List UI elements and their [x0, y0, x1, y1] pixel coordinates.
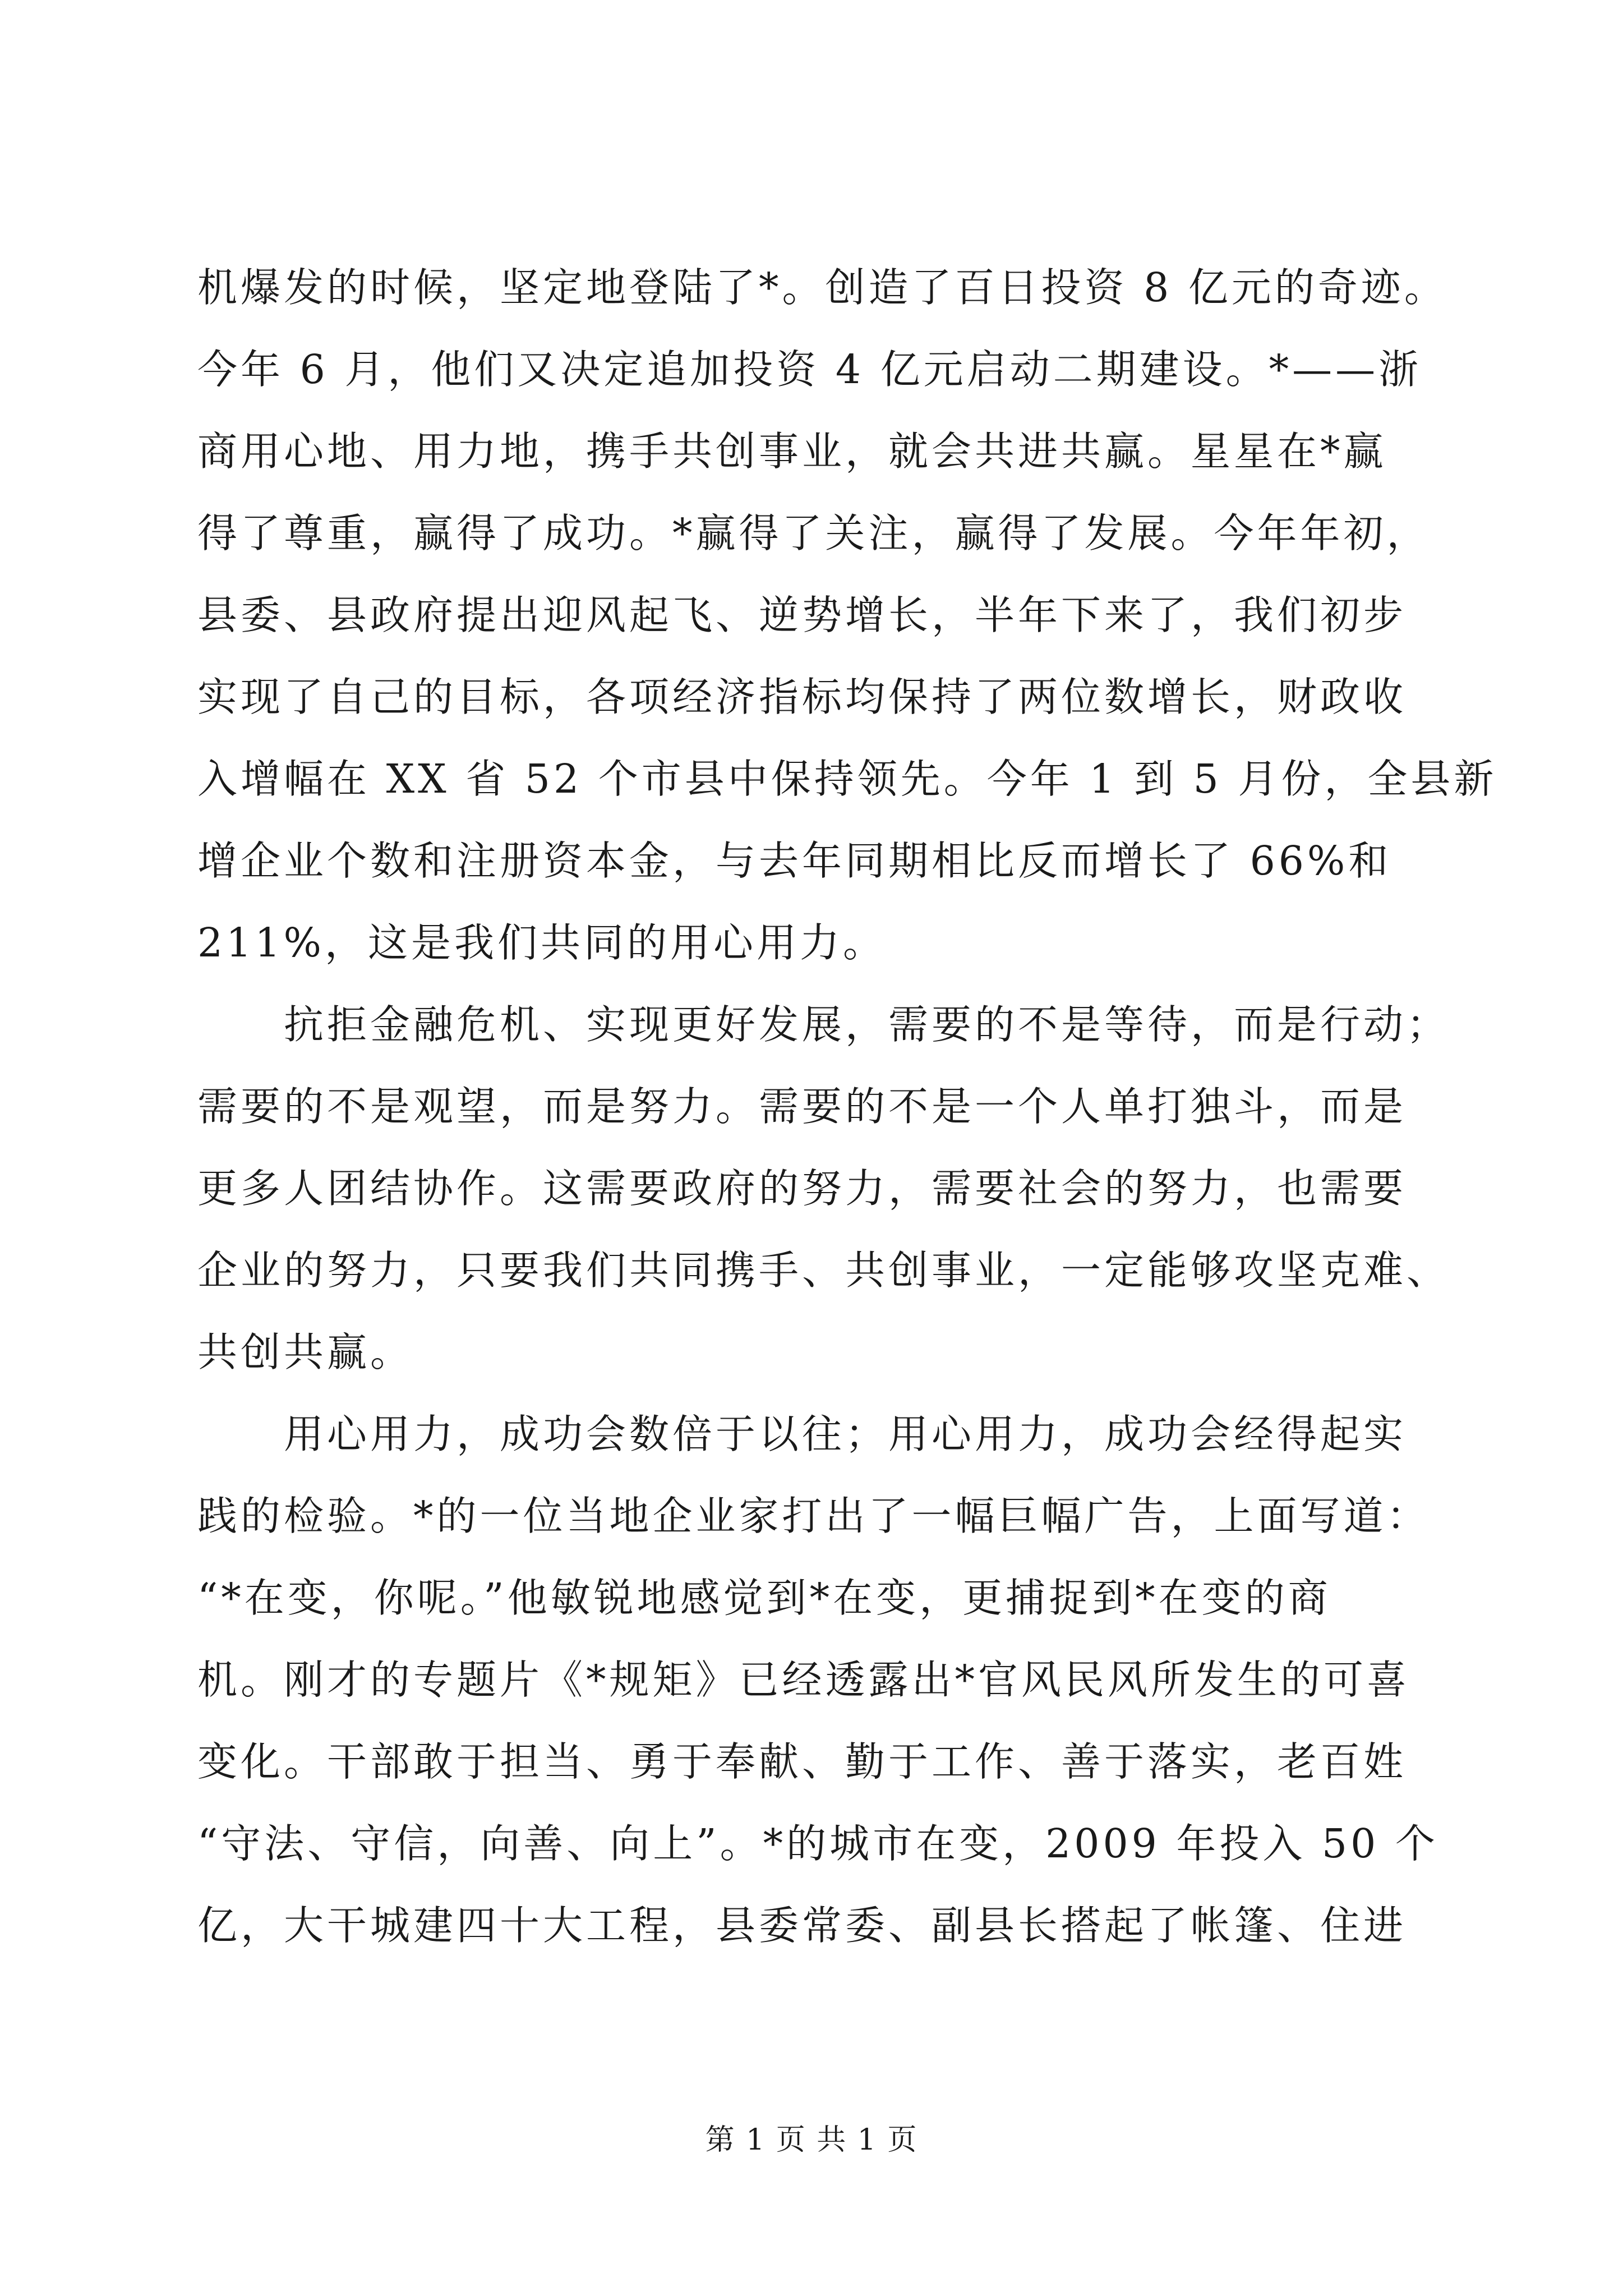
text-line: 增企业个数和注册资本金，与去年同期相比反而增长了 66%和: [197, 838, 1392, 884]
text-line: 入增幅在 XX 省 52 个市县中保持领先。今年 1 到 5 月份，全县新: [197, 756, 1497, 802]
text-line: 实现了自己的目标，各项经济指标均保持了两位数增长，财政收: [197, 674, 1407, 720]
text-line: 亿，大干城建四十大工程，县委常委、副县长搭起了帐篷、住进: [197, 1902, 1407, 1949]
text-line: “守法、守信，向善、向上”。*的城市在变，2009 年投入 50 个: [197, 1820, 1438, 1867]
text-line: 共创共赢。: [197, 1329, 414, 1375]
text-line: 用心用力，成功会数倍于以往；用心用力，成功会经得起实: [197, 1411, 1407, 1457]
text-line: 践的检验。*的一位当地企业家打出了一幅巨幅广告，上面写道：: [197, 1493, 1430, 1539]
text-line: 211%，这是我们共同的用心用力。: [197, 919, 886, 966]
text-line: 商用心地、用力地，携手共创事业，就会共进共赢。星星在*赢: [197, 428, 1387, 475]
text-line: 得了尊重，赢得了成功。*赢得了关注，赢得了发展。今年年初，: [197, 510, 1430, 556]
text-line: 更多人团结协作。这需要政府的努力，需要社会的努力，也需要: [197, 1165, 1407, 1212]
text-line: 机爆发的时候，坚定地登陆了*。创造了百日投资 8 亿元的奇迹。: [197, 264, 1447, 311]
text-line: 县委、县政府提出迎风起飞、逆势增长，半年下来了，我们初步: [197, 592, 1407, 638]
text-line: 抗拒金融危机、实现更好发展，需要的不是等待，而是行动；: [197, 1001, 1450, 1048]
body-text: [197, 247, 1497, 1967]
text-line: 企业的努力，只要我们共同携手、共创事业，一定能够攻坚克难、: [197, 1247, 1450, 1294]
page-footer: 第 1 页 共 1 页: [705, 2123, 918, 2157]
text-line: 变化。干部敢于担当、勇于奉献、勤于工作、善于落实，老百姓: [197, 1738, 1407, 1785]
text-line: 今年 6 月，他们又决定追加投资 4 亿元启动二期建设。*——浙: [197, 346, 1422, 393]
text-line: “*在变，你呢。”他敏锐地感觉到*在变，更捕捉到*在变的商: [197, 1575, 1331, 1621]
text-line: 机。刚才的专题片《*规矩》已经透露出*官风民风所发生的可喜: [197, 1657, 1410, 1703]
text-line: 需要的不是观望，而是努力。需要的不是一个人单打独斗，而是: [197, 1083, 1407, 1130]
